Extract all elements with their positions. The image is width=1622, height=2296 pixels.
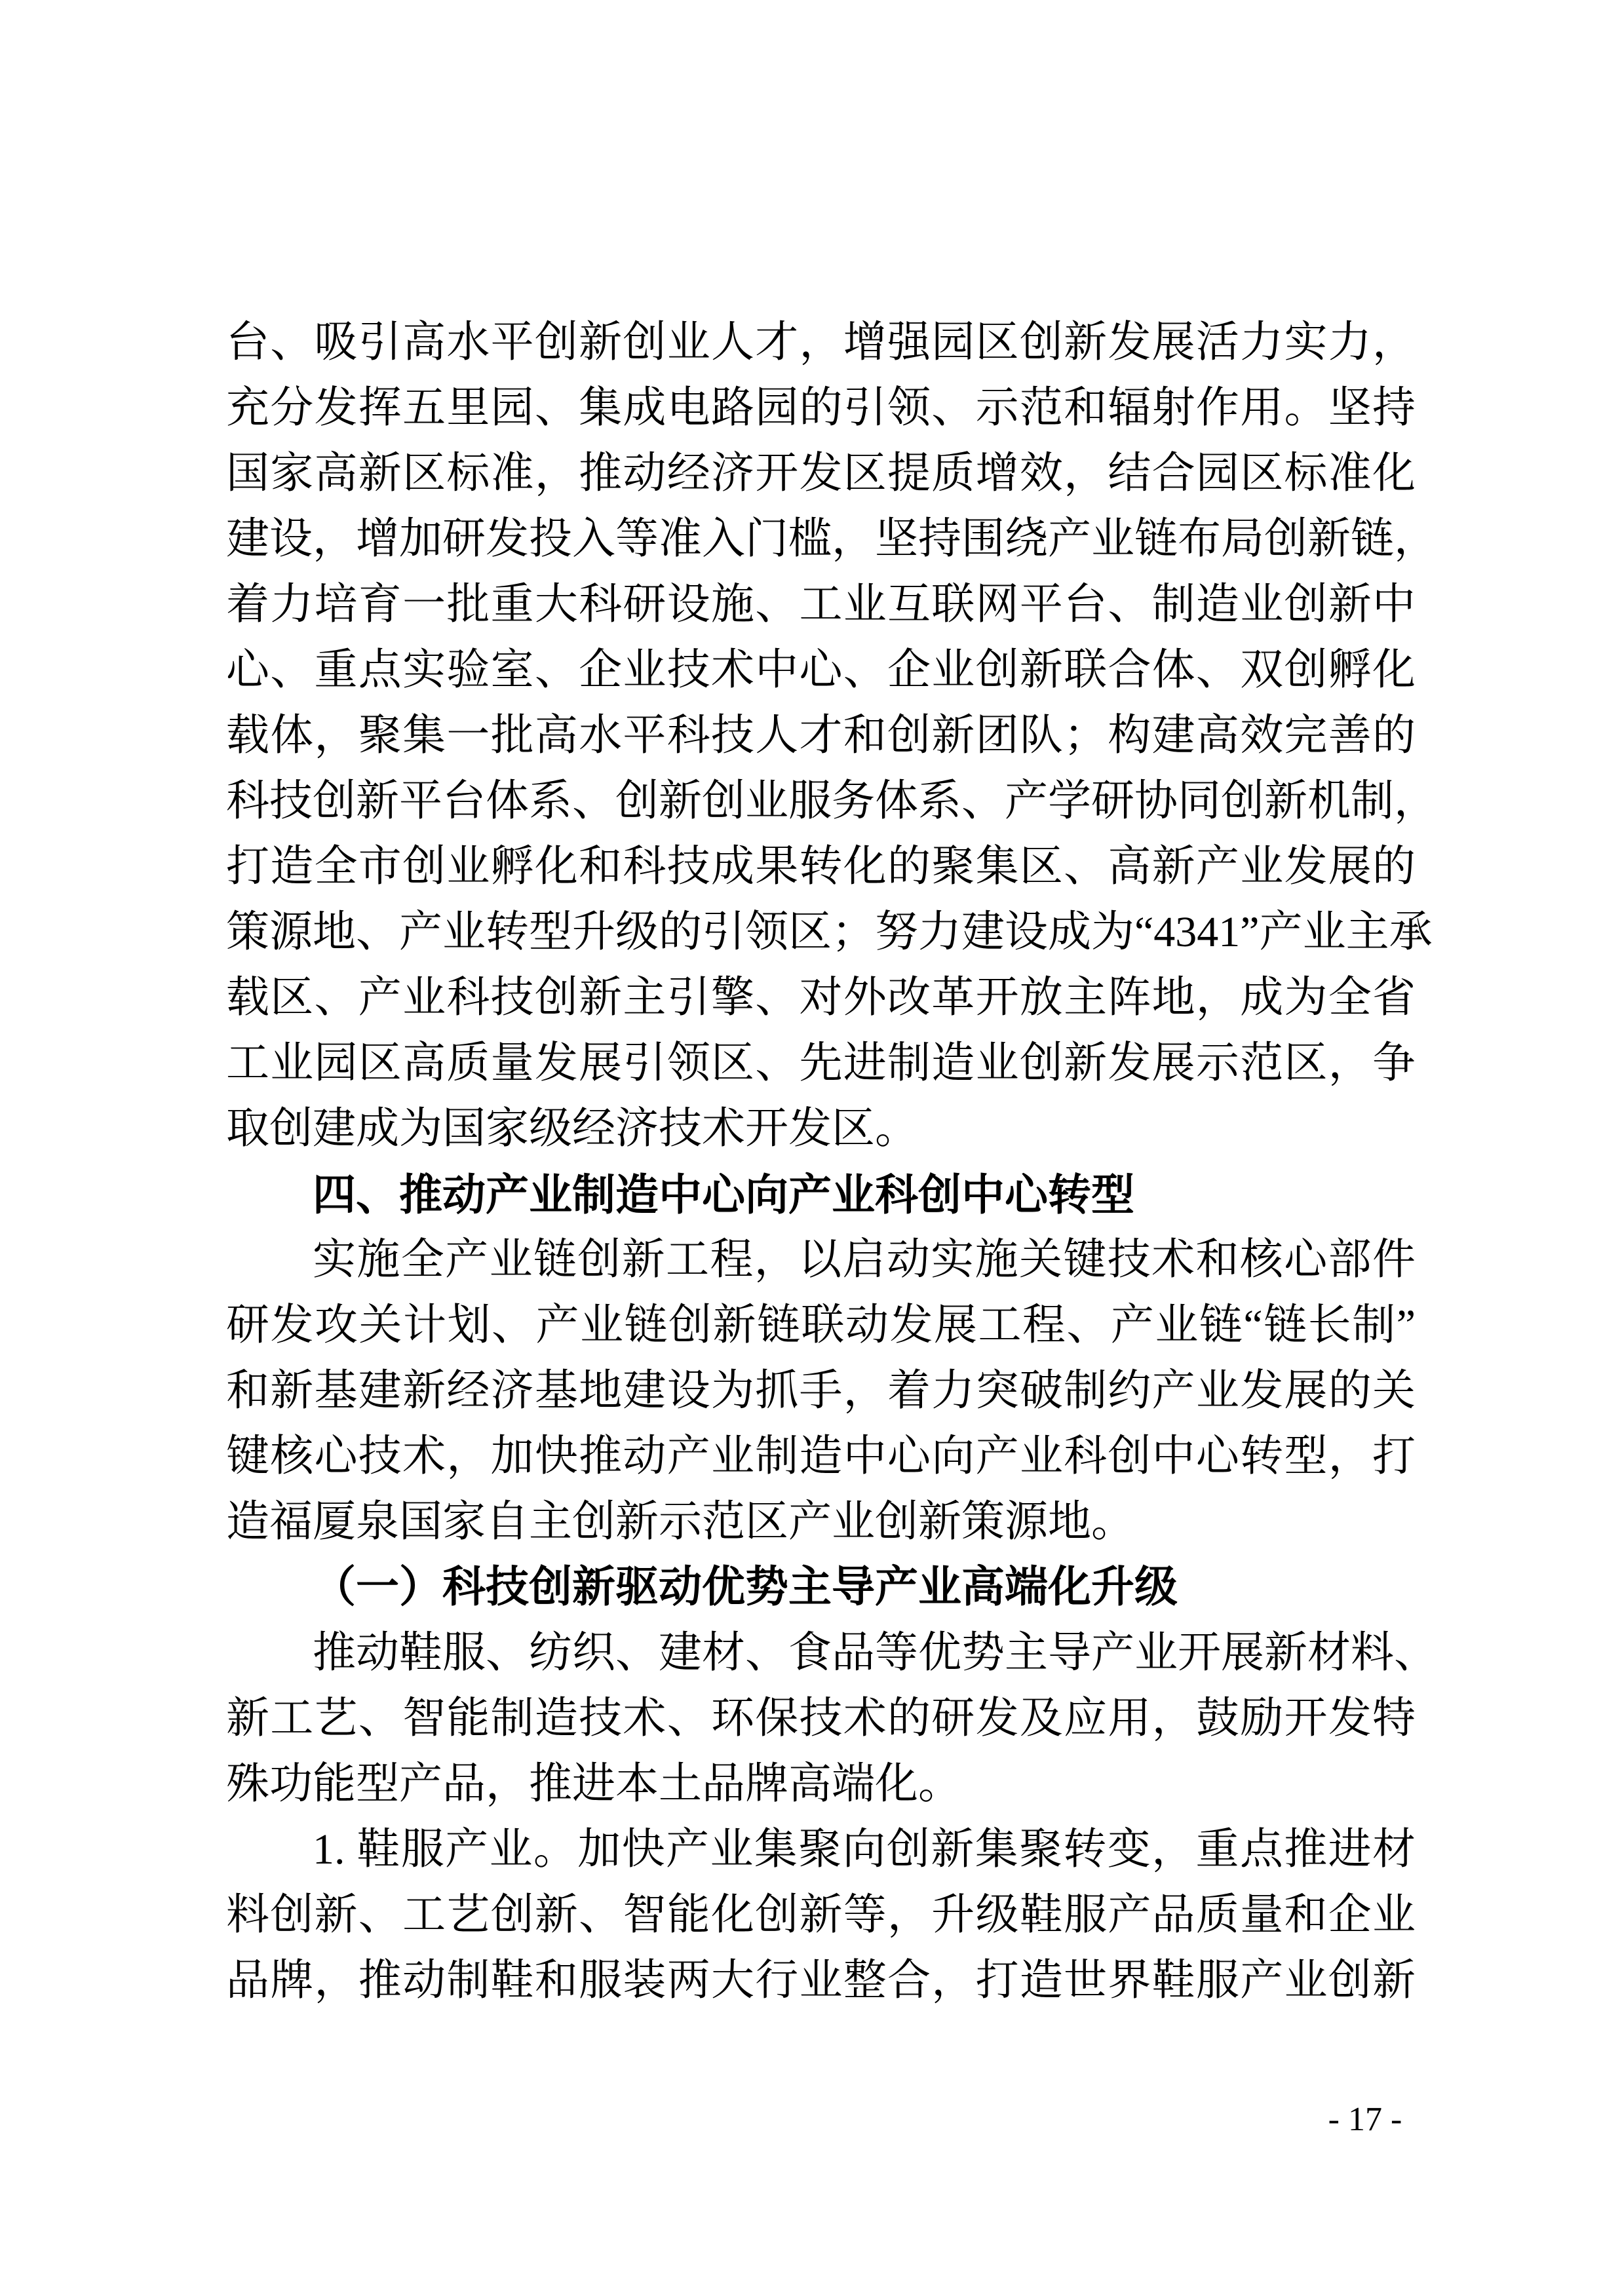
text-line: 工业园区高质量发展引领区、先进制造业创新发展示范区，争 [226, 1039, 1416, 1087]
text-line: 充分发挥五里园、集成电路园的引领、示范和辐射作用。坚持 [226, 384, 1416, 432]
text-line: 心、重点实验室、企业技术中心、企业创新联合体、双创孵化 [226, 646, 1416, 694]
text-line: 推动鞋服、纺织、建材、食品等优势主导产业开展新材料、 [313, 1629, 1437, 1677]
text-line: 实施全产业链创新工程，以启动实施关键技术和核心部件 [313, 1236, 1416, 1284]
section-heading: 四、推动产业制造中心向产业科创中心转型 [313, 1170, 1134, 1219]
text-block [226, 310, 1437, 2014]
page-number: - 17 - [1328, 2101, 1402, 2138]
text-line: 策源地、产业转型升级的引领区；努力建设成为“4341”产业主承 [226, 908, 1433, 956]
text-line: 建设，增加研发投入等准入门槛，坚持围绕产业链布局创新链， [226, 515, 1437, 563]
text-line: 取创建成为国家级经济技术开发区。 [226, 1105, 918, 1153]
text-line: 料创新、工艺创新、智能化创新等，升级鞋服产品质量和企业 [226, 1891, 1416, 1939]
text-line: 着力培育一批重大科研设施、工业互联网平台、制造业创新中 [226, 581, 1416, 628]
text-line: 台、吸引高水平创新创业人才，增强园区创新发展活力实力， [226, 318, 1416, 366]
text-line: 打造全市创业孵化和科技成果转化的聚集区、高新产业发展的 [226, 843, 1416, 890]
text-line: 科技创新平台体系、创新创业服务体系、产学研协同创新机制， [226, 777, 1437, 825]
text-line: 国家高新区标准，推动经济开发区提质增效，结合园区标准化 [226, 450, 1416, 497]
text-line: 载区、产业科技创新主引擎、对外改革开放主阵地，成为全省 [226, 974, 1416, 1022]
text-line: 新工艺、智能制造技术、环保技术的研发及应用，鼓励开发特 [226, 1694, 1416, 1742]
text-line: 键核心技术，加快推动产业制造中心向产业科创中心转型，打 [226, 1432, 1416, 1480]
text-line: 品牌，推动制鞋和服装两大行业整合，打造世界鞋服产业创新 [226, 1957, 1416, 2004]
text-line: 造福厦泉国家自主创新示范区产业创新策源地。 [226, 1498, 1134, 1546]
text-line: 殊功能型产品，推进本土品牌高端化。 [226, 1760, 961, 1808]
text-line: 1. 鞋服产业。加快产业集聚向创新集聚转变，重点推进材 [313, 1826, 1416, 1873]
text-line: 载体，聚集一批高水平科技人才和创新团队；构建高效完善的 [226, 712, 1416, 759]
text-line: 和新基建新经济基地建设为抓手，着力突破制约产业发展的关 [226, 1367, 1416, 1415]
text-line: 研发攻关计划、产业链创新链联动发展工程、产业链“链长制” [226, 1301, 1416, 1349]
subsection-heading: （一）科技创新驱动优势主导产业高端化升级 [313, 1563, 1178, 1611]
